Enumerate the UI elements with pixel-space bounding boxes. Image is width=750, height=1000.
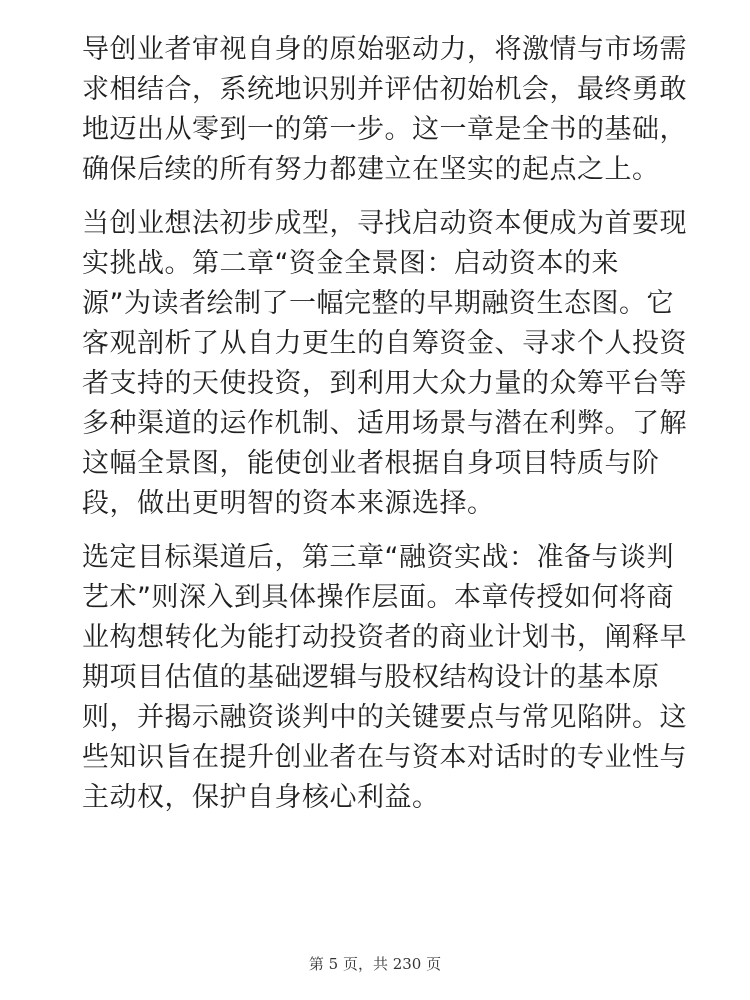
paragraph-1 — [82, 30, 687, 190]
text-line: 业构想转化为能打动投资者的商业计划书，阐释早 — [82, 622, 687, 653]
paragraph-3 — [82, 538, 687, 818]
text-line: 者支持的天使投资，到利用大众力量的众筹平台等 — [82, 368, 687, 399]
text-line: 艺术”则深入到具体操作层面。本章传授如何将商 — [82, 582, 674, 613]
text-line: 段，做出更明智的资本来源选择。 — [82, 488, 495, 519]
text-line: 些知识旨在提升创业者在与资本对话时的专业性与 — [82, 742, 687, 773]
text-line: 主动权，保护自身核心利益。 — [82, 782, 440, 813]
text-line: 确保后续的所有努力都建立在坚实的起点之上。 — [82, 154, 660, 185]
text-line: 期项目估值的基础逻辑与股权结构设计的基本原 — [82, 662, 660, 693]
text-line: 导创业者审视自身的原始驱动力，将激情与市场需 — [82, 34, 687, 65]
text-line: 求相结合，系统地识别并评估初始机会，最终勇敢 — [82, 74, 687, 105]
text-line: 多种渠道的运作机制、适用场景与潜在利弊。了解 — [82, 408, 687, 439]
text-line: 这幅全景图，能使创业者根据自身项目特质与阶 — [82, 448, 660, 479]
text-line: 客观剖析了从自力更生的自筹资金、寻求个人投资 — [82, 328, 687, 359]
text-line: 地迈出从零到一的第一步。这一章是全书的基础， — [82, 114, 687, 145]
text-line: 实挑战。第二章“资金全景图：启动资本的来 — [82, 248, 619, 279]
page-number-footer: 第 5 页，共 230 页 — [308, 955, 442, 973]
text-line: 当创业想法初步成型，寻找启动资本便成为首要现 — [82, 208, 687, 239]
text-line: 选定目标渠道后，第三章“融资实战：准备与谈判 — [82, 542, 674, 573]
paragraph-2 — [82, 204, 687, 524]
text-line: 源”为读者绘制了一幅完整的早期融资生态图。它 — [82, 288, 674, 319]
document-body — [82, 30, 687, 832]
text-line: 则，并揭示融资谈判中的关键要点与常见陷阱。这 — [82, 702, 687, 733]
